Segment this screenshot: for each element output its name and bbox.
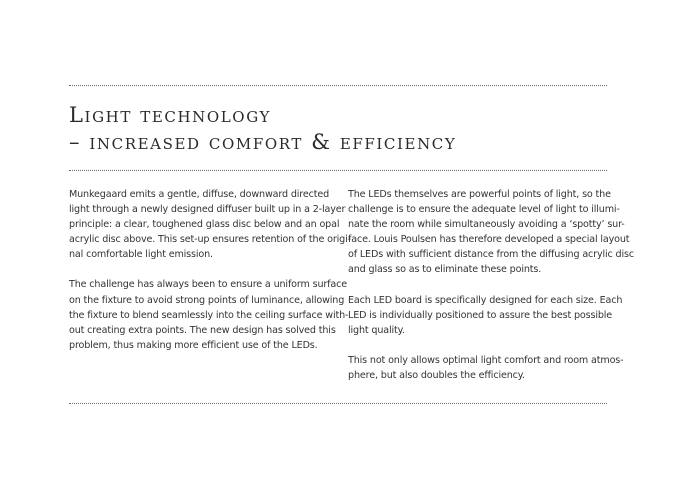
text-line: principle: a clear, toughened glass disc below and an opal [69,219,340,231]
heading-line-1: Light technology [69,103,272,127]
text-line: nate the room while simultaneously avoiding a ‘spotty’ sur- [348,219,625,231]
text-line: The LEDs themselves are powerful points of light, so the [348,189,611,200]
body-column-right [348,187,634,398]
section-heading [69,102,456,156]
body-column-left [69,187,351,368]
heading-dotted-divider [69,170,607,171]
text-line: acrylic disc above. This set-up ensures retention of the origi- [69,234,351,246]
text-line: Munkegaard emits a gentle, diffuse, downward directed [69,189,330,200]
heading-line-2: – increased comfort & efficiency [69,130,457,154]
text-line: the fixture to blend seamlessly into the ceiling surface with- [69,309,349,321]
body-paragraph [69,277,349,352]
text-line: LED is individually positioned to assure the best possible [348,309,613,321]
body-paragraph [348,187,634,278]
text-line: This not only allows optimal light comfort and room atmos- [348,354,624,366]
text-line: challenge is to ensure the adequate level of light to illumi- [348,204,620,216]
text-line: phere, but also doubles the efficiency. [348,369,525,381]
text-line: on the fixture to avoid strong points of luminance, allowing [69,294,345,306]
text-line: nal comfortable light emission. [69,249,213,261]
body-paragraph [348,293,623,338]
text-line: out creating extra points. The new design has solved this [69,324,336,336]
text-line: light quality. [348,324,405,336]
text-line: Each LED board is specifically designed for each size. Each [348,294,623,306]
text-line: and glass so as to eliminate these points. [348,264,542,276]
text-line: of LEDs with sufficient distance from the diffusing acrylic disc [348,249,634,261]
text-line: The challenge has always been to ensure a uniform surface [69,279,348,291]
text-line: face. Louis Poulsen has therefore developed a special layout [348,234,630,246]
body-paragraph [69,187,351,262]
top-dotted-divider [69,85,607,86]
text-line: light through a newly designed diffuser built up in a 2-layer [69,204,346,216]
text-line: problem, thus making more efficient use of the LEDs. [69,339,318,351]
body-paragraph [348,353,624,383]
bottom-dotted-divider [69,403,607,404]
